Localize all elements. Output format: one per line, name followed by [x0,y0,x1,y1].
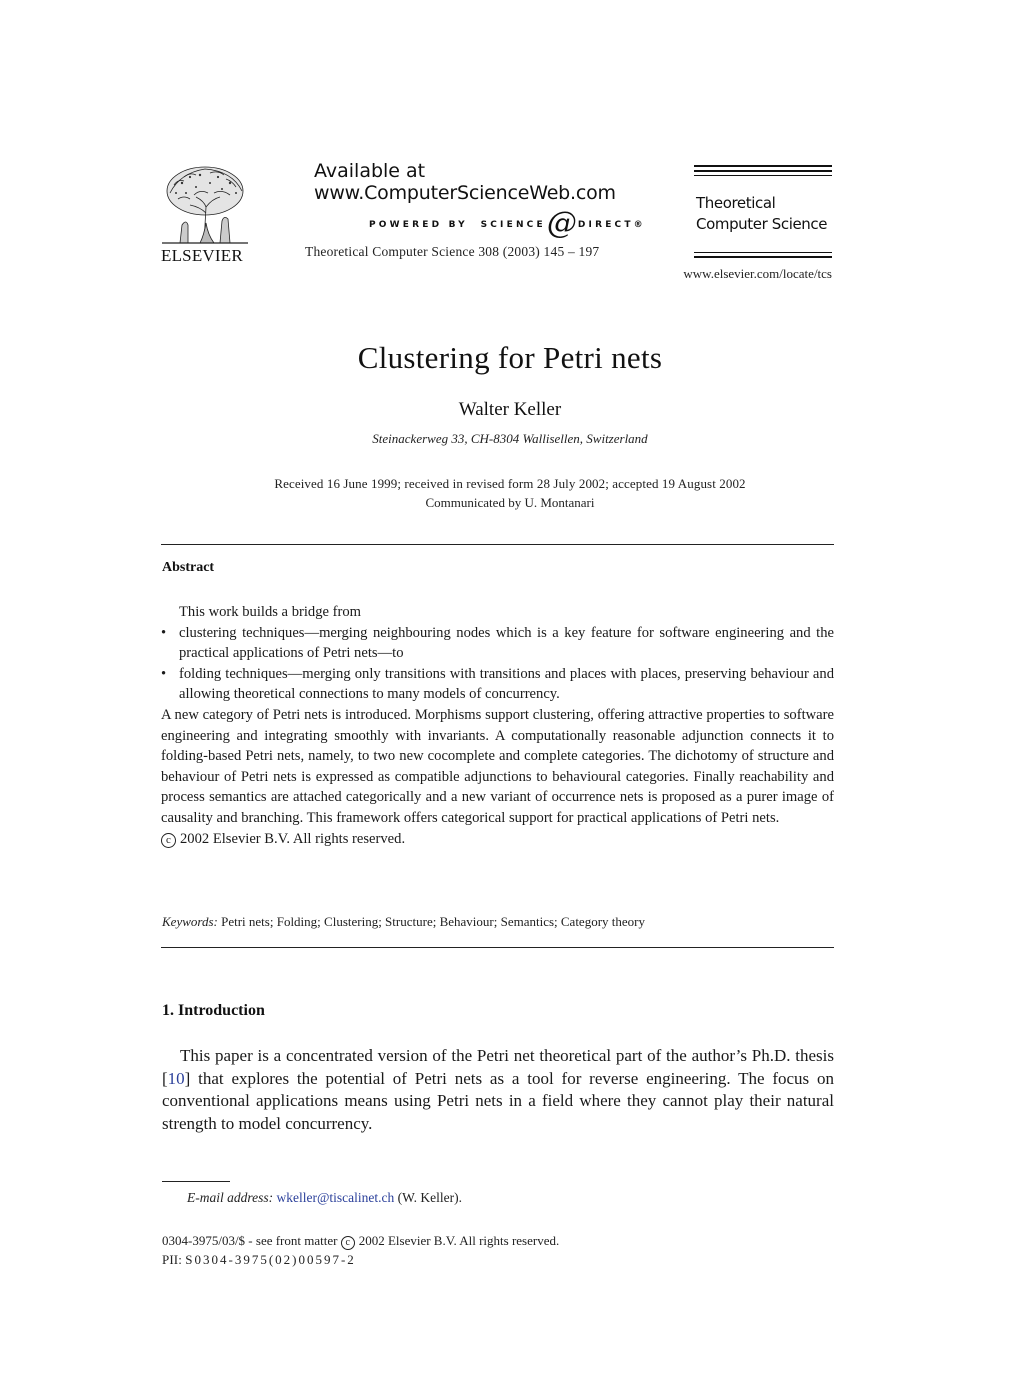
citation-link[interactable]: 10 [167,1068,185,1088]
keywords-label: Keywords: [162,914,218,929]
abstract-top-divider [161,544,834,545]
footnote [187,1190,462,1206]
bullet-icon: • [161,665,167,682]
powered-by-sciencedirect [369,206,646,241]
article-author: Walter Keller [458,399,562,420]
journal-logo-line1: Theoretical [696,194,776,212]
abstract-paragraph: A new category of Petri nets is introduced. Morphisms support clustering, offering attractive properties to software engineering and integrating smoothly with invariants. A computationally reasonable adjunction connects it to folding-based Petri nets, namely, to two new cocomplete and complete categories. The dichotomy of structure and behaviour of Petri nets is expressed as compatible adjunctions to behavioural categories. Finally reachability and process semantics are attached categorically and a new variant of occurrence nets is proposed as a purer image of causality and branching. This framework offers categorical support for practical applications of Petri nets. [161,706,834,826]
author-email-link[interactable]: wkeller@tiscalinet.ch [276,1190,395,1205]
available-at-label: Available at [314,160,426,182]
section-heading: 1. Introduction [162,1002,265,1019]
copyright-icon: c [161,833,176,848]
footer-issn: 0304-3975/03/$ - see front matter [162,1233,338,1248]
received-dates: Received 16 June 1999; received in revised form 28 July 2002; accepted 19 August 2002 [274,476,746,491]
article-title: Clustering for Petri nets [357,340,663,375]
journal-logo-bottom-rules [694,252,832,261]
footer-issn-line [162,1233,559,1250]
footer-pii-line [162,1252,356,1268]
available-at-block [314,160,616,204]
copyright-icon: c [341,1236,355,1250]
communicated-by: Communicated by U. Montanari [425,495,595,510]
author-affiliation: Steinackerweg 33, CH-8304 Wallisellen, Switzerland [372,431,648,446]
computersciencweb-link[interactable]: www.ComputerScienceWeb.com [314,182,616,204]
journal-reference: Theoretical Computer Science 308 (2003) 145 – 197 [305,244,600,259]
sciencedirect-at-icon: @ [546,206,577,241]
abstract-copyright [161,829,834,850]
intro-text-part2: ] that explores the potential of Petri nets as a tool for reverse engineering. The focus on conventional applications means using Petri nets in a field where they cannot play their natural strength to model concurrency. [162,1068,834,1134]
footer-copyright: 2002 Elsevier B.V. All rights reserved. [358,1233,560,1248]
introduction-paragraph [162,1045,834,1136]
pii-code: S0304-3975(02)00597-2 [185,1252,356,1267]
journal-url[interactable]: www.elsevier.com/locate/tcs [683,266,832,281]
bullet-icon: • [161,624,167,641]
powered-by-label: POWERED BY [369,220,468,230]
abstract-body [161,602,834,849]
abstract-bullet-text: clustering techniques—merging neighbouring nodes which is a key feature for software engineering and the practical applications of Petri nets—to [179,624,834,662]
abstract-heading: Abstract [162,560,215,575]
intro-text-part1: This paper is a concentrated version of the Petri net theoretical part of the author’s Ph.D. thesis [ [162,1046,834,1088]
pii-label: PII: [162,1252,182,1267]
abstract-bullet [161,664,834,705]
science-label: SCIENCE [480,220,546,230]
journal-logo-line2: Computer Science [696,215,828,233]
journal-logo [696,193,827,235]
keywords-list: Petri nets; Folding; Clustering; Structure; Behaviour; Semantics; Category theory [221,914,645,929]
abstract-intro: This work builds a bridge from [179,604,361,620]
footnote-label: E-mail address: [187,1190,274,1205]
abstract-bullet [161,623,834,664]
footnote-divider [162,1181,230,1182]
abstract-bottom-divider [161,947,834,948]
publisher-name: ELSEVIER [161,246,243,265]
keywords [162,914,645,930]
footnote-who: (W. Keller). [397,1190,462,1205]
abstract-bullet-text: folding techniques—merging only transitions with transitions and places with places, preserving behaviour and allowing theoretical connections to many models of concurrency. [179,665,834,703]
journal-logo-top-rules [694,165,832,179]
abstract-copyright-text: 2002 Elsevier B.V. All rights reserved. [180,830,406,847]
direct-label: DIRECT® [577,220,646,230]
